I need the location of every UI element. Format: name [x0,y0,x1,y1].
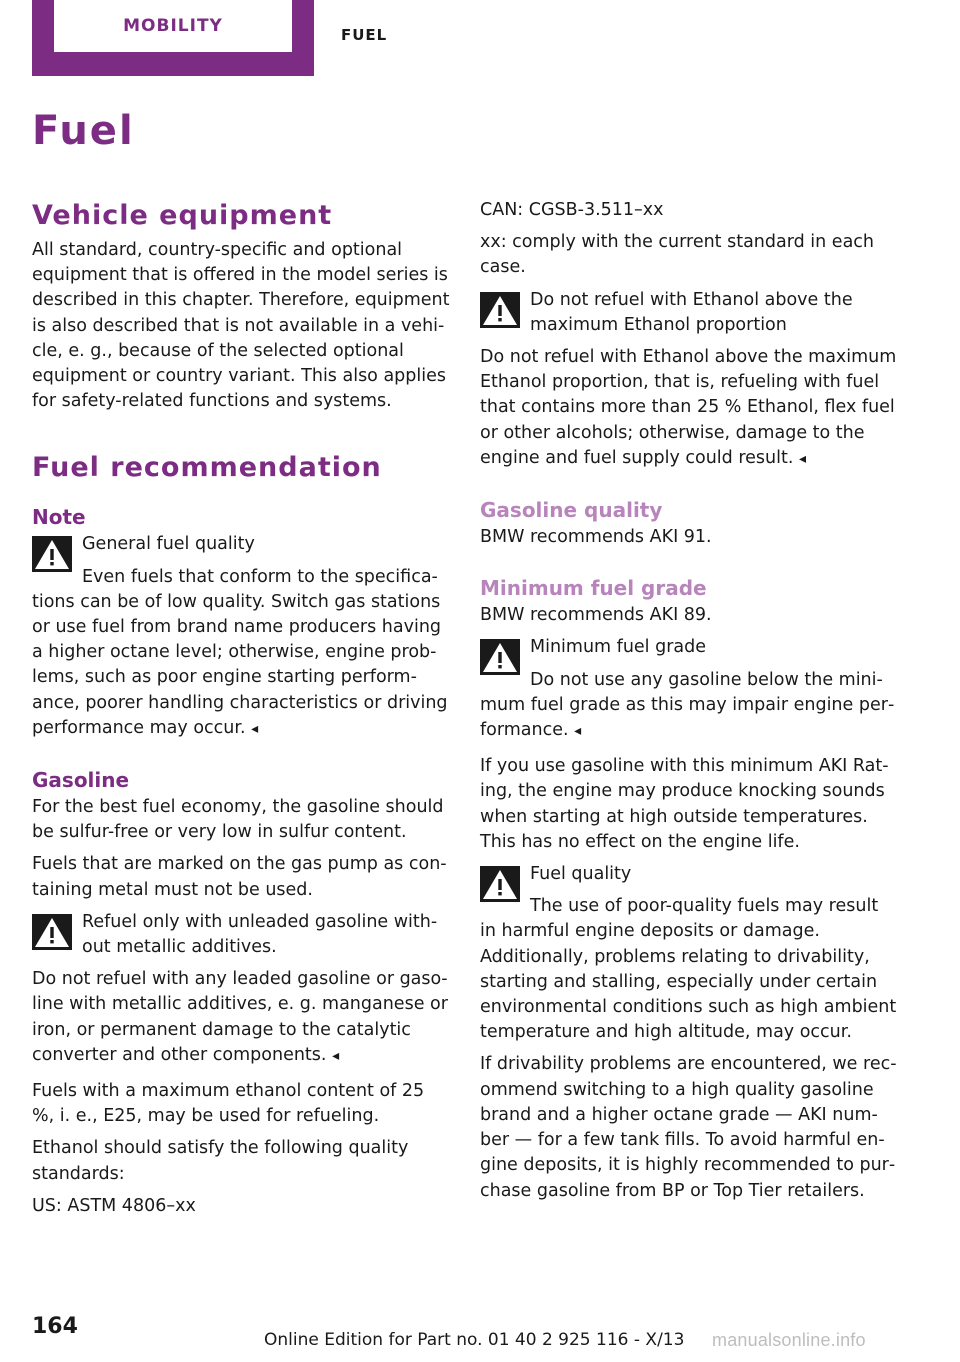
warning-unleaded [32,910,450,1069]
knocking-paragraph: If you use gasoline with this minimum AKI Rating, the engine may produce knocking sounds when starting at high outside temperatures. This has no effect on the engine life. [480,756,889,852]
warning-text: The use of poor-quality fuels may result in harmful engine deposits or damage. Additionally, problems relating to drivability, starting and stalling, especially under certain environmental conditions such as high ambient temperature and high altitude, may occur. [480,896,897,1043]
warning-triangle-icon [480,639,520,675]
section-tab[interactable]: FUEL [341,26,388,44]
warning-fuel-quality [480,862,898,1045]
gasoline-paragraph: For the best fuel economy, the gasoline should be sulfur-free or very low in sulfur content. [32,797,444,843]
left-column [32,198,450,1226]
gasoline-quality-heading: Gasoline quality [480,498,663,523]
warning-ethanol [480,288,898,472]
end-mark: ◂ [251,720,259,737]
warning-title: Minimum fuel grade [530,637,707,658]
gasoline-heading: Gasoline [32,768,130,793]
end-mark: ◂ [574,723,582,740]
gasoline-paragraph: US: ASTM 4806–xx [32,1195,196,1216]
warning-triangle-icon [32,914,72,950]
chapter-tab-label: MOBILITY [54,0,292,52]
page-title: Fuel [32,108,135,154]
watermark: manualsonline.info [712,1330,866,1350]
warning-minimum-fuel-grade [480,635,898,744]
standard-paragraph: CAN: CGSB-3.511–xx [480,200,664,220]
warning-title: General fuel quality [82,534,255,555]
warning-triangle-icon [480,292,520,328]
end-mark: ◂ [332,1047,340,1064]
gasoline-quality-text: BMW recommends AKI 91. [480,527,712,548]
end-mark: ◂ [799,450,807,467]
fuel-recommendation-heading: Fuel recommendation [32,452,382,484]
drivability-paragraph: If drivability problems are encountered, we recommend switching to a high quality gasoline brand and a higher octane grade — AKI number — for a few tank fills. To avoid harmful engine deposits, it is highly recommended to purchase gasoline from BP or Top Tier retailers. [480,1054,897,1201]
warning-general-fuel-quality [32,532,450,742]
warning-text: Even fuels that conform to the specifications can be of low quality. Switch gas stations or use fuel from brand name producers having a higher octane level; otherwise, engine problems, such as poor engine starting performance, poorer handling characteristics or driving performance may occur. [32,566,448,738]
gasoline-paragraph: Fuels that are marked on the gas pump as containing metal must not be used. [32,854,447,900]
gasoline-paragraph: Fuels with a maximum ethanol content of 25 %, i. e., E25, may be used for refueling. [32,1081,425,1127]
gasoline-paragraph: Ethanol should satisfy the following quality standards: [32,1138,409,1184]
minimum-fuel-grade-text: BMW recommends AKI 89. [480,605,712,626]
warning-title: Refuel only with unleaded gasoline without metallic additives. [82,911,438,958]
warning-text: Do not refuel with any leaded gasoline or gasoline with metallic additives, e. g. manganese or iron, or permanent damage to the catalytic converter and other components. [32,969,448,1065]
warning-title: Do not refuel with Ethanol above the maximum Ethanol proportion [530,289,853,335]
warning-text: Do not use any gasoline below the minimum fuel grade as this may impair engine performance. [480,669,895,741]
standard-paragraph: xx: comply with the current standard in each case. [480,232,875,278]
vehicle-equipment-text: All standard, country-specific and optional equipment that is offered in the model series is described in this chapter. Therefore, equipment is also described that is not available in a vehicle, e. g., because of the selected optional equipment or country variant. This also applies for safety-related functions and systems. [32,240,450,412]
edition-footer: Online Edition for Part no. 01 40 2 925 116 - X/13 [264,1330,685,1350]
warning-title: Fuel quality [530,864,632,885]
right-column [480,198,898,1211]
vehicle-equipment-heading: Vehicle equipment [32,200,333,231]
chapter-tab[interactable] [32,0,314,76]
note-heading: Note [32,505,86,530]
page-number: 164 [32,1314,78,1339]
warning-triangle-icon [480,866,520,902]
warning-triangle-icon [32,536,72,572]
minimum-fuel-grade-heading: Minimum fuel grade [480,576,707,601]
warning-text: Do not refuel with Ethanol above the maximum Ethanol proportion, that is, refueling with fuel that contains more than 25 % Ethanol, flex fuel or other alcohols; otherwise, damage to the engine and fuel supply could result. [480,347,897,468]
